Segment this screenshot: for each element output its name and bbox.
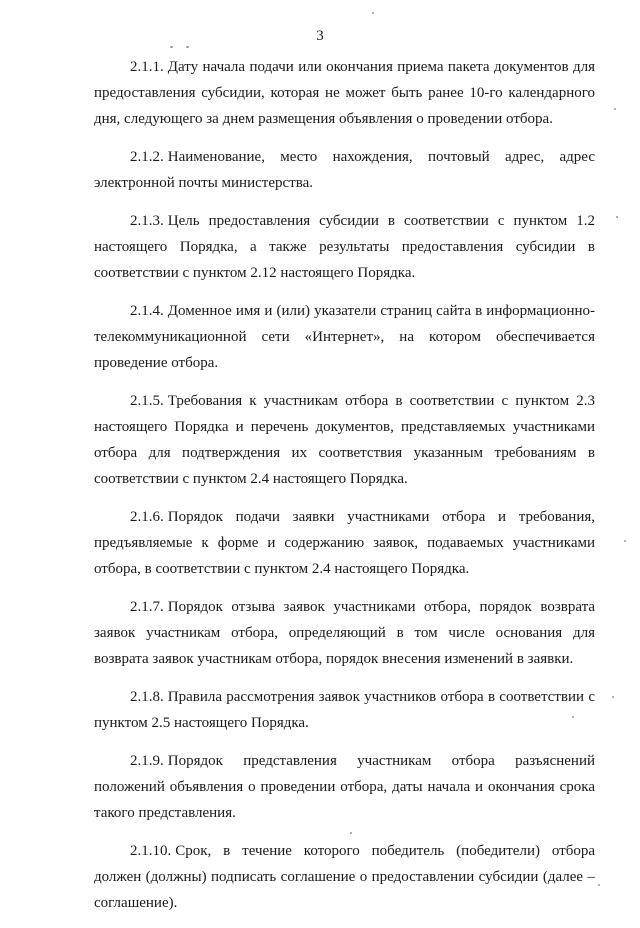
paragraph-text: Наименование, место нахождения, почтовый адрес, адрес электронной почты министерства.	[94, 149, 595, 191]
scan-speck	[170, 46, 173, 48]
paragraph-number: 2.1.5.	[130, 393, 164, 409]
scan-speck	[186, 46, 189, 48]
paragraph-number: 2.1.3.	[130, 213, 164, 229]
paragraph-number: 2.1.9.	[130, 753, 164, 769]
paragraph-2-1-9	[94, 748, 595, 826]
paragraph-number: 2.1.7.	[130, 599, 164, 615]
document-body	[94, 54, 595, 928]
scan-speck	[614, 108, 616, 110]
paragraph-2-1-10	[94, 838, 595, 916]
paragraph-2-1-1	[94, 54, 595, 132]
scan-speck	[350, 832, 352, 834]
paragraph-2-1-8	[94, 684, 595, 736]
paragraph-text: Доменное имя и (или) указатели страниц сайта в информационно-телекоммуникационной сети «Интернет», на котором обеспечивается проведение отбора.	[94, 303, 595, 371]
page-number: 3	[316, 28, 324, 44]
paragraph-number: 2.1.6.	[130, 509, 164, 525]
paragraph-number: 2.1.1.	[130, 59, 164, 75]
scan-speck	[616, 216, 618, 218]
scan-speck	[612, 696, 614, 698]
paragraph-2-1-7	[94, 594, 595, 672]
paragraph-number: 2.1.10.	[130, 843, 172, 859]
paragraph-text: Дату начала подачи или окончания приема пакета документов для предоставления субсидии, которая не может быть ранее 10-го календарного дня, следующего за днем размещения объявления о проведении отбора.	[94, 59, 595, 127]
scan-speck	[624, 540, 626, 542]
scan-speck	[572, 716, 574, 718]
paragraph-2-1-2	[94, 144, 595, 196]
paragraph-2-1-3	[94, 208, 595, 286]
paragraph-number: 2.1.2.	[130, 149, 164, 165]
paragraph-number: 2.1.8.	[130, 689, 164, 705]
paragraph-number: 2.1.4.	[130, 303, 164, 319]
scan-speck	[598, 884, 600, 886]
paragraph-text: Требования к участникам отбора в соответствии с пунктом 2.3 настоящего Порядка и перечень документов, представляемых участниками отбора для подтверждения их соответствия указанным требованиям в соответствии с пунктом 2.4 настоящего Порядка.	[94, 393, 595, 487]
paragraph-2-1-4	[94, 298, 595, 376]
paragraph-text: Цель предоставления субсидии в соответствии с пунктом 1.2 настоящего Порядка, а также результаты предоставления субсидии в соответствии с пунктом 2.12 настоящего Порядка.	[94, 213, 595, 281]
paragraph-text: Порядок отзыва заявок участниками отбора, порядок возврата заявок участникам отбора, определяющий в том числе основания для возврата заявок участникам отбора, порядок внесения изменений в заявки.	[94, 599, 595, 667]
scan-speck	[372, 12, 374, 14]
paragraph-text: Порядок подачи заявки участниками отбора и требования, предъявляемые к форме и содержанию заявок, подаваемых участниками отбора, в соответствии с пунктом 2.4 настоящего Порядка.	[94, 509, 595, 577]
paragraph-text: Срок, в течение которого победитель (победители) отбора должен (должны) подписать соглашение о предоставлении субсидии (далее – соглашение).	[94, 843, 595, 911]
paragraph-text: Порядок представления участникам отбора разъяснений положений объявления о проведении отбора, даты начала и окончания срока такого представления.	[94, 753, 595, 821]
paragraph-2-1-5	[94, 388, 595, 492]
paragraph-2-1-6	[94, 504, 595, 582]
paragraph-text: Правила рассмотрения заявок участников отбора в соответствии с пунктом 2.5 настоящего Порядка.	[94, 689, 595, 731]
